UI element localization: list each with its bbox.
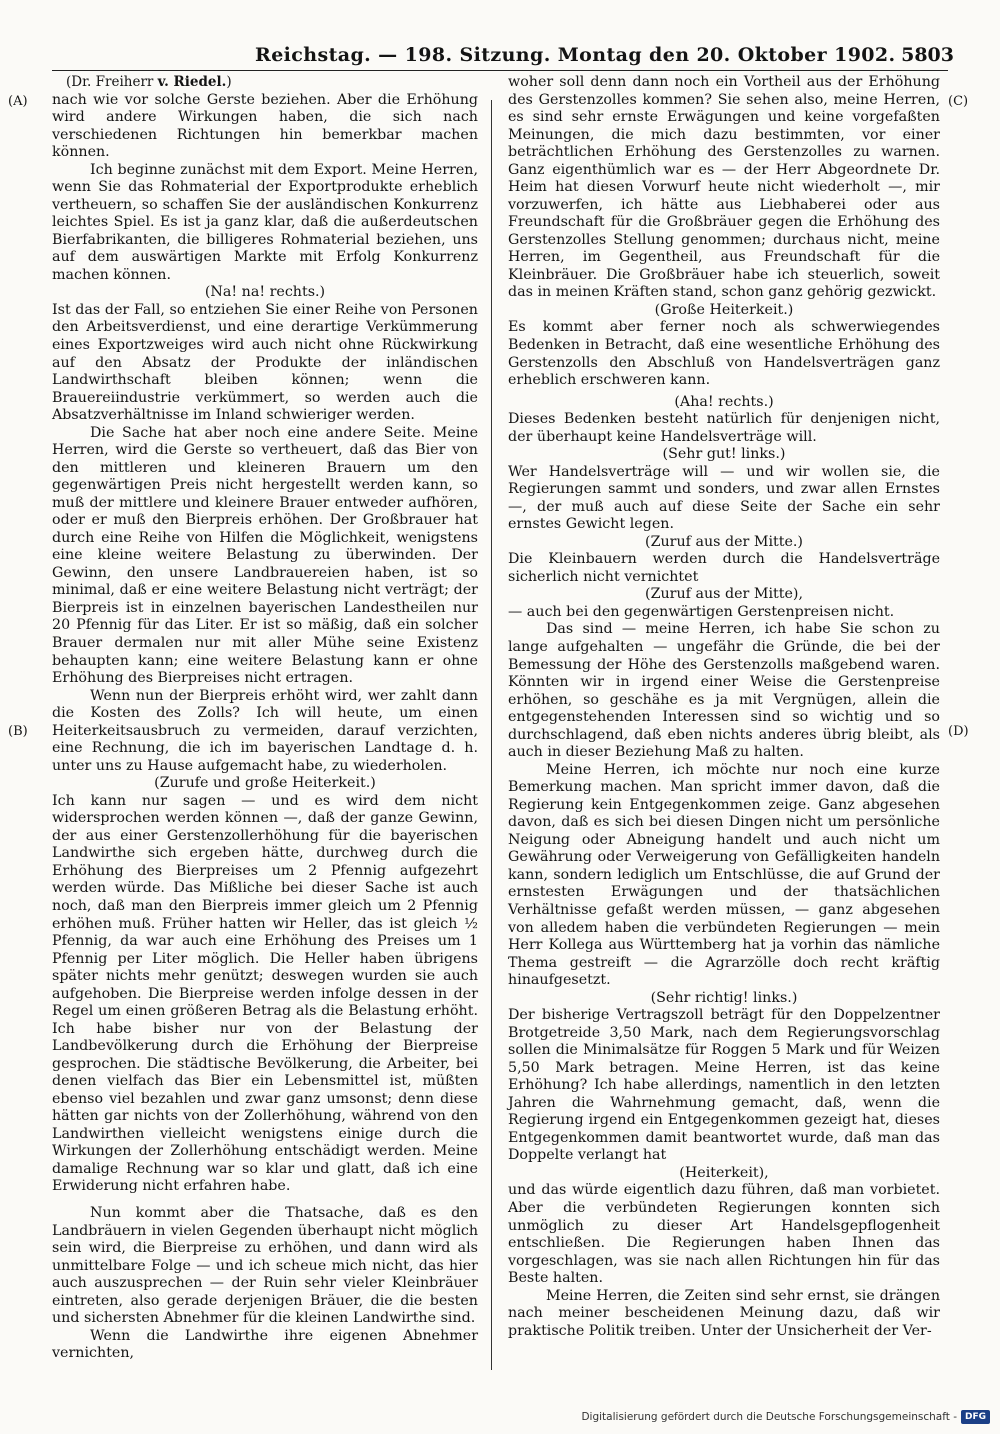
paragraph: Ich beginne zunächst mit dem Export. Meine Herren, wenn Sie das Rohmaterial der Exportprodukte erheblich vertheuern, so schaffen Sie der ausländischen Konkurrenz leichtes Spiel. Es ist ja ganz klar, daß die außerdeutschen Bierfabrikanten, die billigeres Rohmaterial beziehen, uns auf dem auswärtigen Markte mit Erfolg Konkurrenz machen können. (52, 161, 478, 283)
paragraph: Wenn die Landwirthe ihre eigenen Abnehmer vernichten, (52, 1327, 478, 1362)
interjection: (Zurufe und große Heiterkeit.) (154, 775, 376, 792)
paragraph: Ist das der Fall, so entziehen Sie einer Reihe von Personen den Arbeitsverdienst, und eine derartige Verkümmerung eines Exportzweiges wird auch nicht ohne Rückwirkung auf den Absatz der Produkte der inländischen Landwirthschaft bleiben können; wenn die Brauereiindustrie verkümmert, so werden auch die Absatzverhältnisse im Inland schwieriger werden. (52, 301, 478, 424)
header-rule (52, 70, 948, 71)
paragraph: Der bisherige Vertragszoll beträgt für den Doppelzentner Brotgetreide 3,50 Mark, nach dem Regierungsvorschlag sollen die Minimalsätze für Roggen 5 Mark und für Weizen 5,50 Mark betragen. Meine Herren, ist das keine Erhöhung? Ich habe allerdings, namentlich in den letzten Jahren die Wahrnehmung gemacht, daß, wenn die Regierung irgend ein Entgegenkommen gezeigt hat, dieses Entgegenkommen damit beantwortet wurde, daß man das Doppelte verlangt hat (508, 1007, 940, 1164)
page-header (0, 0, 1000, 70)
speaker-line (52, 74, 478, 92)
footer-text: Digitalisierung gefördert durch die Deutsche Forschungsgemeinschaft - (581, 1411, 957, 1423)
paragraph: Wer Handelsverträge will — und wir wollen sie, die Regierungen sammt und sonders, und zwar allen Ernstes —, der muß auch auf diese Seite der Sache ein sehr ernstes Gewicht legen. (508, 463, 940, 533)
column-divider (491, 100, 492, 1370)
right-column (508, 74, 940, 1340)
paragraph: Die Kleinbauern werden durch die Handelsverträge sicherlich nicht vernichtet (508, 551, 940, 585)
paragraph: Das sind — meine Herren, ich habe Sie schon zu lange aufgehalten — ungefähr die Gründe, die bei der Bemessung der Höhe des Gerstenzolls maßgebend waren. Könnten wir in irgend einer Weise die Gerstenpreise erhöhen, so geschähe es ja mit Vergnügen, allein die entgegenstehenden Interessen sind so wichtig und so durchschlagend, daß eben nichts anderes übrig bleibt, als auch in dieser Beziehung Maß zu halten. (508, 621, 940, 761)
paragraph: nach wie vor solche Gerste beziehen. Aber die Erhöhung wird andere Wirkungen haben, die sich nach verschiedenen Richtungen hin bemerkbar machen können. (52, 91, 478, 161)
interjection: (Zuruf aus der Mitte.) (645, 533, 803, 550)
paragraph: Wenn nun der Bierpreis erhöht wird, wer zahlt dann die Kosten des Zolls? Ich will heute, um einen Heiterkeitsausbruch zu vermeiden, darauf verzichten, eine Rechnung, die ich im bayerischen Landtage d. h. unter uns zu Hause aufgemacht habe, zu wiederholen. (52, 687, 478, 774)
interjection: (Na! na! rechts.) (204, 284, 326, 301)
margin-mark-a: (A) (8, 94, 28, 109)
margin-mark-c: (C) (948, 94, 969, 109)
margin-mark-d: (D) (948, 724, 969, 739)
page-number: 5803 (901, 44, 954, 66)
paragraph: Ich kann nur sagen — und es wird dem nicht widersprochen werden können —, daß der ganze Gewinn, der aus einer Gerstenzollerhöhung für die bayerischen Landwirthe sich ergeben hätte, durchweg durch die Erhöhung des Bierpreises um 2 Pfennig aufgezehrt werden würde. Das Mißliche bei dieser Sache ist auch noch, daß man den Bierpreis immer gleich um 2 Pfennig erhöhen muß. Früher hatten wir Heller, das ist gleich ½ Pfennig, da war auch eine Erhöhung des Preises um 1 Pfennig per Liter möglich. Die Heller haben übrigens später nichts mehr genützt; deswegen wurden sie auch aufgehoben. Die Bierpreise werden infolge dessen in der Regel um einen größeren Betrag als die Belastung erhöht. Ich habe bisher nur von der Belastung der Landbevölkerung durch die Erhöhung der Bierpreise gesprochen. Die städtische Bevölkerung, die Arbeiter, bei denen vielfach das Bier ein Lebensmittel ist, müßten ebenso viel bezahlen und zwar ganz umsonst; denn diese hätten gar nichts von der Zollerhöhung, während von den Landwirthen vielleicht wenigstens einige durch die Wirkungen der Zollerhöhung entschädigt werden. Meine damalige Rechnung war so klar und glatt, daß ich eine Erwiderung nicht erfahren habe. (52, 792, 478, 1195)
interjection: (Große Heiterkeit.) (654, 301, 794, 318)
paragraph: Dieses Bedenken besteht natürlich für denjenigen nicht, der überhaupt keine Handelsverträge will. (508, 411, 940, 445)
interjection: (Sehr gut! links.) (662, 446, 786, 463)
left-column (52, 74, 478, 1363)
speaker-prefix: (Dr. Freiherr (66, 74, 158, 90)
interjection: (Sehr richtig! links.) (650, 989, 798, 1006)
digitization-footer (581, 1410, 990, 1424)
paragraph: Meine Herren, die Zeiten sind sehr ernst, sie drängen nach meiner bescheidenen Meinung dazu, daß wir praktische Politik treiben. Unter der Unsicherheit der Ver- (508, 1287, 940, 1339)
interjection: (Aha! rechts.) (674, 393, 774, 410)
paragraph: Meine Herren, ich möchte nur noch eine kurze Bemerkung machen. Man spricht immer davon, daß die Regierung kein Entgegenkommen zeige. Ganz abgesehen davon, daß es sich bei diesen Dingen nicht um persönliche Neigung oder Abneigung handelt und auch nicht um Gewährung oder Verweigerung von Gefälligkeiten handeln kann, sondern lediglich um Entschlüsse, die auf Grund der ernstesten Erwägungen und der thatsächlichen Verhältnisse gefaßt werden müssen, — ganz abgesehen von alledem haben die verbündeten Regierungen — mein Herr Kollega aus Württemberg hat ja vorhin das nämliche Thema gestreift — die Agrarzölle doch recht kräftig hinaufgesetzt. (508, 761, 940, 989)
speaker-name: v. Riedel. (157, 74, 227, 90)
paragraph: Es kommt aber ferner noch als schwerwiegendes Bedenken in Betracht, daß eine wesentliche Erhöhung des Gerstenzolls den Abschluß von Handelsverträgen ganz erheblich erschweren kann. (508, 319, 940, 389)
interjection: (Heiterkeit), (679, 1164, 769, 1181)
speaker-suffix: ) (226, 74, 232, 90)
paragraph: Nun kommt aber die Thatsache, daß es den Landbräuern in vielen Gegenden überhaupt nicht möglich sein wird, die Bierpreise zu erhöhen, und dann wird als unmittelbare Folge — und ich scheue mich nicht, das hier auch auszusprechen — der Ruin sehr vieler Kleinbräuer eintreten, also gerade derjenigen Bräuer, die die besten und sichersten Abnehmer für die kleinen Landwirthe sind. (52, 1205, 478, 1327)
dfg-logo: DFG (961, 1410, 990, 1424)
page-title: Reichstag. — 198. Sitzung. Montag den 20. Oktober 1902. (255, 44, 896, 66)
paragraph: woher soll denn dann noch ein Vortheil aus der Erhöhung des Gerstenzolles kommen? Sie sehen also, meine Herren, es sind sehr ernste Erwägungen und keine vorgefaßten Meinungen, die mich dazu bestimmten, vor einer beträchtlichen Erhöhung des Gerstenzolles zu warnen. Ganz eigenthümlich war es — der Herr Abgeordnete Dr. Heim hat diesen Vorwurf heute nicht wiederholt —, mir vorzuwerfen, ich hätte aus Liebhaberei oder aus Freundschaft für die Großbräuer gegen die Erhöhung des Gerstenzolles Stellung genommen; durchaus nicht, meine Herren, im Gegentheil, aus Freundschaft für die Kleinbräuer. Die Großbräuer habe ich steuerlich, soweit das in meinen Kräften stand, schon ganz gehörig gezwickt. (508, 74, 940, 301)
paragraph: — auch bei den gegenwärtigen Gerstenpreisen nicht. (508, 603, 895, 620)
paragraph: Die Sache hat aber noch eine andere Seite. Meine Herren, wird die Gerste so vertheuert, daß das Bier von den mittleren und kleineren Brauern um den gegenwärtigen Preis nicht hergestellt werden kann, so muß der mittlere und kleinere Brauer entweder aufhören, oder er muß den Bierpreis erhöhen. Der Großbrauer hat durch eine Reihe von Hilfen die Möglichkeit, wenigstens eine kleine weitere Belastung zu überwinden. Der Gewinn, den unsere Landbrauereien haben, ist so minimal, daß er eine weitere Belastung nicht verträgt; der Bierpreis ist in einzelnen bayerischen Landestheilen nur 20 Pfennig für das Liter. Er ist so mäßig, daß ein solcher Brauer dermalen nur mit aller Mühe seine Existenz behaupten kann; eine weitere Belastung kann er ohne Erhöhung des Bierpreises nicht ertragen. (52, 424, 478, 687)
interjection: (Zuruf aus der Mitte), (645, 586, 803, 603)
paragraph: und das würde eigentlich dazu führen, daß man vorbietet. Aber die verbündeten Regierungen konnten sich unmöglich zu dieser Art Handelsgepflogenheit entschließen. Die Regierungen haben Ihnen das vorgeschlagen, was sie nach allen Richtungen hin für das Beste halten. (508, 1182, 940, 1287)
margin-mark-b: (B) (8, 724, 28, 739)
